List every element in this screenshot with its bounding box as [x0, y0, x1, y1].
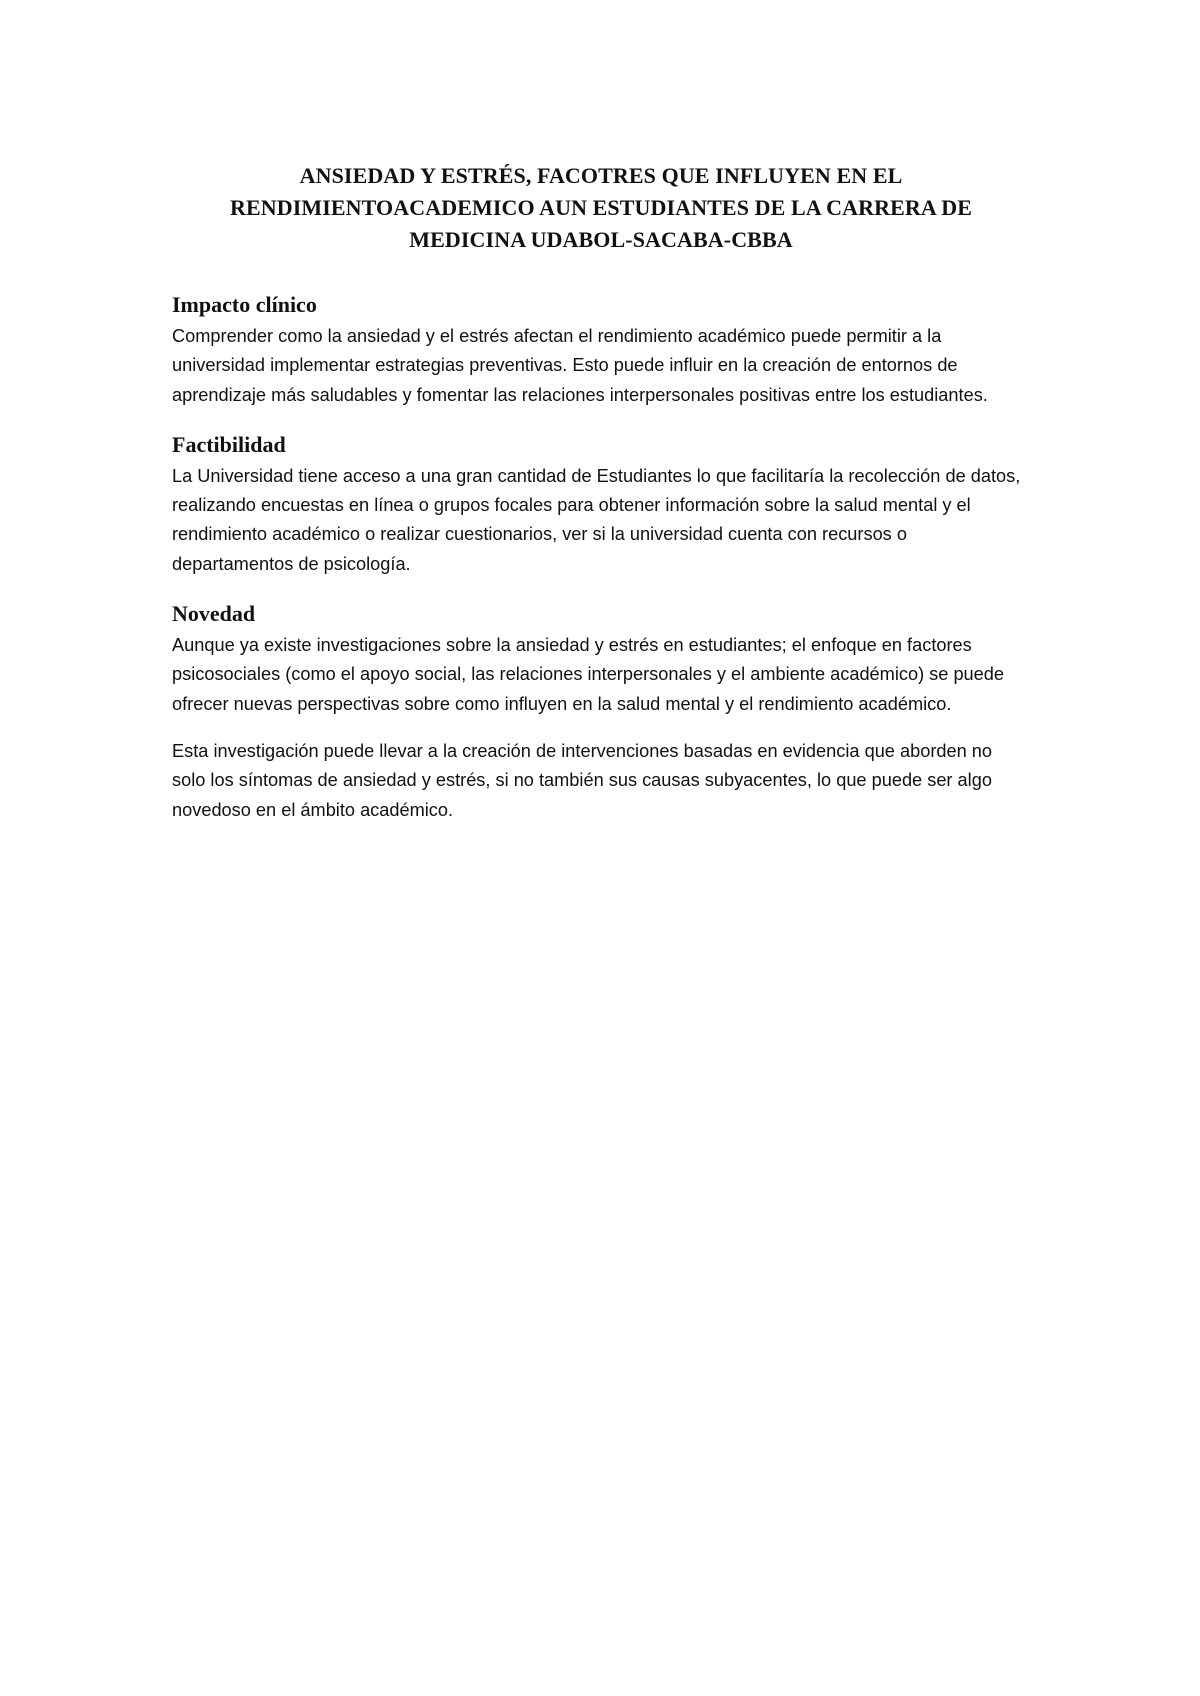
section-heading: Factibilidad — [172, 431, 286, 457]
section-impacto-clinico — [172, 290, 1030, 410]
section-paragraph: Aunque ya existe investigaciones sobre la ansiedad y estrés en estudiantes; el enfoque en factores psicosociales (como el apoyo social, las relaciones interpersonales y el ambiente académico) se puede ofrecer nuevas perspectivas sobre como influyen en la salud mental y el rendimiento académico. — [172, 635, 1005, 714]
section-heading: Impacto clínico — [172, 292, 317, 317]
title-line: MEDICINA UDABOL-SACABA-CBBA — [409, 227, 793, 252]
section-factibilidad — [172, 430, 1030, 579]
section-paragraph: La Universidad tiene acceso a una gran cantidad de Estudiantes lo que facilitaría la recolección de datos, realizando encuestas en línea o grupos focales para obtener información sobre la salud mental y el rendimiento académico o realizar cuestionarios, ver si la universidad cuenta con recursos o departamentos de psicología. — [172, 465, 1021, 574]
section-novedad — [172, 599, 1030, 825]
section-heading: Novedad — [172, 601, 256, 627]
document-content — [172, 160, 1030, 845]
section-paragraph: Esta investigación puede llevar a la creación de intervenciones basadas en evidencia que aborden no solo los síntomas de ansiedad y estrés, si no también sus causas subyacentes, lo que puede ser algo novedoso en el ámbito académico. — [172, 740, 993, 820]
section-paragraph: Comprender como la ansiedad y el estrés afectan el rendimiento académico puede permitir a la universidad implementar estrategias preventivas. Esto puede influir en la creación de entornos de aprendizaje más saludables y fomentar las relaciones interpersonales positivas entre los estudiantes. — [172, 326, 988, 405]
title-line: ANSIEDAD Y ESTRÉS, FACOTRES QUE INFLUYEN EN EL — [299, 163, 903, 188]
title-line: RENDIMIENTOACADEMICO AUN ESTUDIANTES DE LA CARRERA DE — [229, 195, 972, 220]
document-title — [172, 160, 1030, 256]
